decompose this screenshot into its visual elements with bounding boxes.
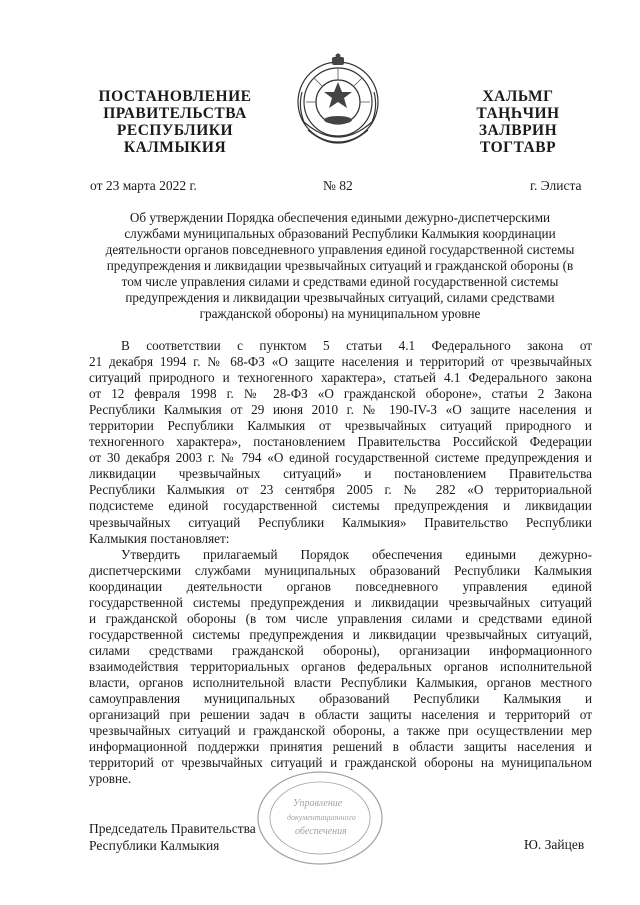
header-left-line: ПРАВИТЕЛЬСТВА — [103, 105, 247, 122]
body-line: от 12 февраля 1998 г. № 28-ФЗ «О гражданской обороне», статьи 2 Закона — [89, 386, 592, 402]
header-left-line: ПОСТАНОВЛЕНИЕ — [98, 88, 252, 105]
document-body — [89, 338, 592, 787]
document-title — [88, 210, 592, 322]
body-line: ликвидации чрезвычайных ситуаций» и постановлением Правительства — [89, 466, 592, 482]
body-line: силами средствами гражданской обороны), организации информационного — [89, 642, 592, 658]
body-line: ситуаций природного и техногенного характера», статьей 4.1 Федерального закона — [89, 370, 592, 386]
signature-position-line: Председатель Правительства — [89, 821, 256, 836]
body-line: диспетчерскими службами муниципальных образований Республики Калмыкия — [89, 562, 592, 578]
title-line: службами муниципальных образований Республики Калмыкия координации — [124, 226, 556, 241]
body-line: и гражданской обороны (в том числе управления силами и средствами единой — [89, 610, 592, 626]
body-line: власти, органов исполнительной власти Республики Калмыкия, органов местного — [89, 674, 592, 690]
stamp-text-line: Управление — [293, 798, 343, 809]
body-line: территорий от чрезвычайных ситуаций и гражданской обороны на муниципальном — [89, 755, 592, 771]
body-line: Утвердить прилагаемый Порядок обеспечения едиными дежурно- — [121, 546, 592, 562]
header-left-line: РЕСПУБЛИКИ — [116, 122, 234, 139]
header-title-kalmyk — [448, 88, 588, 156]
signatory-name: Ю. Зайцев — [524, 837, 585, 852]
body-line: координации деятельности органов повседневного управления единой — [89, 578, 592, 594]
header-right-line: ЗАЛВРИН — [478, 122, 558, 139]
stamp-text-line: документационного — [287, 813, 356, 822]
body-line: государственной системы предупреждения и ликвидации чрезвычайных ситуаций, — [89, 626, 592, 642]
coat-of-arms-icon — [294, 52, 382, 157]
header-title-russian — [80, 88, 270, 156]
document-number: № 82 — [323, 178, 353, 193]
body-line: 21 декабря 1994 г. № 68-ФЗ «О защите населения и территорий от чрезвычайных — [89, 354, 592, 370]
title-line: предупреждения и ликвидации чрезвычайных ситуаций и гражданской обороны (в — [106, 258, 574, 273]
body-line: уровне. — [89, 771, 132, 787]
body-line: техногенного характера», постановлением Правительства Российской Федерации — [89, 434, 592, 450]
body-line: чрезвычайных ситуаций и гражданской обороны, а также при осуществлении мер — [89, 723, 592, 739]
title-line: Об утверждении Порядка обеспечения едиными дежурно-диспетчерскими — [129, 210, 551, 225]
header-right-line: ТОГТАВР — [479, 139, 557, 156]
body-line: государственной системы предупреждения и ликвидации чрезвычайных ситуаций — [89, 594, 592, 610]
body-line: чрезвычайных ситуаций Республики Калмыкия» Правительство Республики — [89, 514, 592, 530]
document-city: г. Элиста — [530, 178, 582, 193]
body-line: Республики Калмыкия от 29 июня 2010 г. № 190-IV-З «О защите населения и — [89, 402, 592, 418]
stamp-text-line: обеспечения — [295, 826, 347, 837]
body-line: территории Республики Калмыкия от чрезвычайных ситуаций природного и — [89, 418, 592, 434]
body-line: от 30 декабря 2003 г. № 794 «О единой государственной системе предупреждения и — [89, 450, 592, 466]
body-line: подсистеме единой государственной системы предупреждения и ликвидации — [89, 498, 592, 514]
title-line: том числе управления силами и средствами единой государственной системы — [121, 274, 559, 289]
body-line: информационной поддержки принятия решений в области защиты населения и — [89, 739, 592, 755]
title-line: деятельности органов повседневного управления единой государственной системы — [105, 242, 575, 257]
official-stamp-icon — [255, 768, 385, 868]
body-line: организаций при решении задач в области защиты населения и территорий от — [89, 707, 592, 723]
body-line: В соответствии с пунктом 5 статьи 4.1 Федерального закона от — [121, 338, 592, 353]
header-right-line: ТАҢҺЧИН — [476, 105, 560, 122]
header-right-line: ХАЛЬМГ — [482, 88, 554, 105]
header-left-line: КАЛМЫКИЯ — [123, 139, 227, 156]
body-line: самоуправления муниципальных образований Республики Калмыкия и — [89, 691, 592, 707]
title-line: гражданской обороны) на муниципальном уровне — [199, 306, 481, 321]
signature-position — [89, 820, 256, 854]
body-line: взаимодействия территориальных органов федеральных органов исполнительной — [89, 658, 592, 674]
body-line: Республики Калмыкия от 23 сентября 2005 г. № 282 «О территориальной — [89, 482, 592, 498]
signature-position-line: Республики Калмыкия — [89, 838, 220, 853]
document-date: от 23 марта 2022 г. — [90, 178, 197, 193]
title-line: предупреждения и ликвидации чрезвычайных ситуаций, силами средствами — [125, 290, 555, 305]
body-line: Калмыкия постановляет: — [89, 530, 230, 546]
